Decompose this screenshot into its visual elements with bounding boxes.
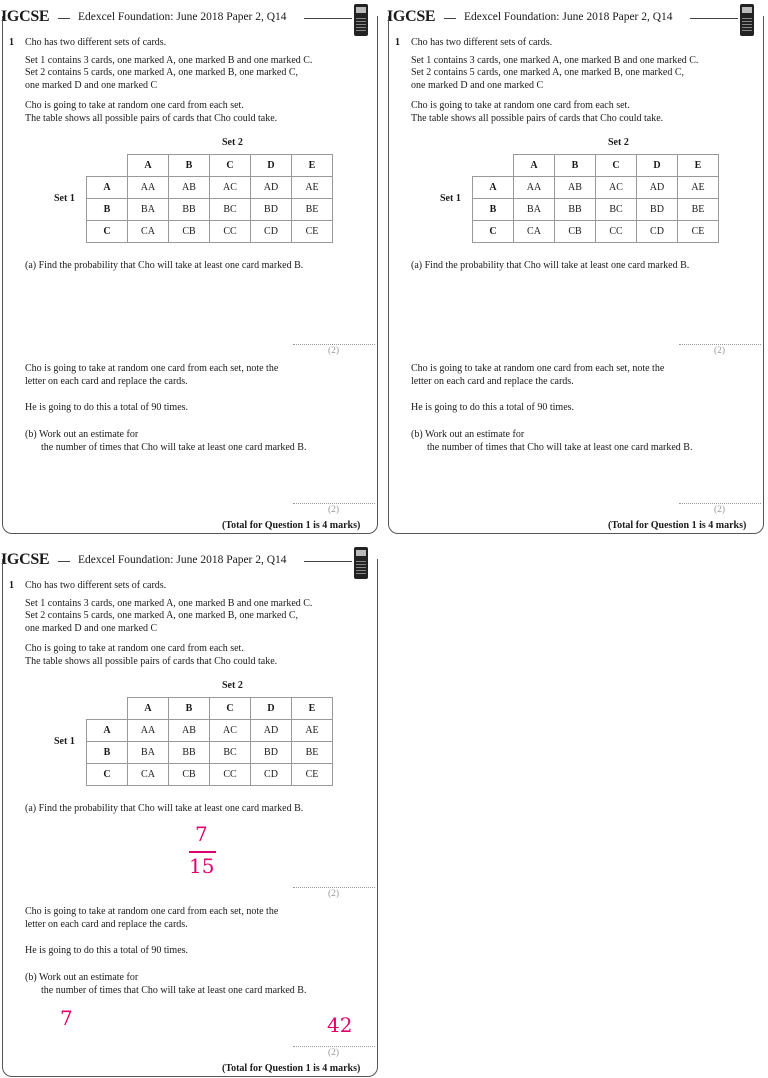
column-header: B [169,155,210,177]
table-cell: AB [169,177,210,199]
table-cell: AB [169,720,210,742]
set1-label: Set 1 [54,193,75,204]
outcome-table [472,154,719,243]
set2-label: Set 2 [222,680,243,691]
table-row [87,221,333,243]
table-cell: CD [637,221,678,243]
paper-subtitle: Edexcel Foundation: June 2018 Paper 2, Q14 [78,554,287,566]
total-marks: (Total for Question 1 is 4 marks) [222,1063,361,1074]
table-cell: CE [292,221,333,243]
random-text: Cho is going to take at random one card from each set. [25,643,244,654]
random-text: Cho is going to take at random one card from each set. [25,100,244,111]
table-cell: CE [678,221,719,243]
table-cell: AD [637,177,678,199]
table-cell: CC [596,221,637,243]
table-cell: BC [210,199,251,221]
row-header: A [87,177,128,199]
table-cell: AC [210,720,251,742]
marks-b: (2) [328,1048,340,1058]
times-text: He is going to do this a total of 90 times. [25,402,189,413]
set2-description: Set 2 contains 5 cards, one marked A, one marked B, one marked C, [25,67,298,78]
table-cell: AE [678,177,719,199]
times-text: He is going to do this a total of 90 times. [411,402,575,413]
part-b-prompt-cont: the number of times that Cho will take at least one card marked B. [41,442,307,453]
table-cell: AD [251,720,292,742]
question-number: 1 [9,37,14,48]
set1-description: Set 1 contains 3 cards, one marked A, one marked B and one marked C. [25,598,313,609]
row-header: A [87,720,128,742]
table-corner [473,155,514,177]
repeat-text-cont: letter on each card and replace the cards. [25,376,188,387]
column-header: B [169,698,210,720]
table-intro: The table shows all possible pairs of cards that Cho could take. [25,113,278,124]
worksheet-panel-blank [0,0,380,535]
table-intro: The table shows all possible pairs of cards that Cho could take. [411,113,664,124]
table-cell: BB [555,199,596,221]
table-row [87,742,333,764]
row-header: C [87,764,128,786]
igcse-brand: IGCSE [1,551,50,568]
paper-subtitle: Edexcel Foundation: June 2018 Paper 2, Q14 [78,11,287,23]
table-cell: AE [292,177,333,199]
answer-line-b [293,1046,375,1047]
table-row [87,764,333,786]
set2-description-cont: one marked D and one marked C [411,80,544,91]
column-header: E [292,155,333,177]
times-text: He is going to do this a total of 90 times. [25,945,189,956]
worksheet-panel-answers [0,543,380,1078]
outcome-table [86,154,333,243]
set2-label: Set 2 [222,137,243,148]
row-header: C [87,221,128,243]
table-intro: The table shows all possible pairs of cards that Cho could take. [25,656,278,667]
column-header: B [555,155,596,177]
intro-text: Cho has two different sets of cards. [411,37,553,48]
question-number: 1 [395,37,400,48]
part-a-prompt: (a) Find the probability that Cho will take at least one card marked B. [411,260,690,271]
answer-line-a [293,887,375,888]
set1-description: Set 1 contains 3 cards, one marked A, one marked B and one marked C. [25,55,313,66]
total-marks: (Total for Question 1 is 4 marks) [222,520,361,531]
answer-a-denominator: 15 [189,854,215,878]
table-cell: BB [169,742,210,764]
marks-b: (2) [328,505,340,515]
paper-subtitle: Edexcel Foundation: June 2018 Paper 2, Q14 [464,11,673,23]
answer-line-a [293,344,375,345]
table-cell: AC [596,177,637,199]
column-header: A [128,698,169,720]
table-cell: BC [210,742,251,764]
table-cell: BA [514,199,555,221]
part-b-prompt: (b) Work out an estimate for [25,972,139,983]
column-header: E [678,155,719,177]
table-row [473,199,719,221]
set2-description: Set 2 contains 5 cards, one marked A, one marked B, one marked C, [411,67,684,78]
igcse-brand: IGCSE [1,8,50,25]
table-row [473,221,719,243]
table-cell: CB [169,221,210,243]
column-header: C [596,155,637,177]
table-cell: BE [678,199,719,221]
table-cell: CB [169,764,210,786]
table-cell: BA [128,742,169,764]
repeat-text: Cho is going to take at random one card from each set, note the [25,906,279,917]
column-header: A [128,155,169,177]
table-cell: CB [555,221,596,243]
table-cell: AE [292,720,333,742]
answer-line-a [679,344,761,345]
table-cell: AD [251,177,292,199]
table-cell: AA [128,177,169,199]
set1-label: Set 1 [440,193,461,204]
table-row [473,177,719,199]
table-corner [87,155,128,177]
question-frame [388,16,764,534]
repeat-text-cont: letter on each card and replace the cards. [25,919,188,930]
table-cell: AC [210,177,251,199]
question-frame [2,16,378,534]
repeat-text: Cho is going to take at random one card from each set, note the [411,363,665,374]
part-b-prompt: (b) Work out an estimate for [411,429,525,440]
table-cell: CA [514,221,555,243]
igcse-brand: IGCSE [387,8,436,25]
table-row [87,177,333,199]
part-b-prompt: (b) Work out an estimate for [25,429,139,440]
column-header: A [514,155,555,177]
table-cell: BD [251,199,292,221]
table-cell: CC [210,764,251,786]
marks-a: (2) [328,889,340,899]
row-header: A [473,177,514,199]
table-cell: BE [292,742,333,764]
repeat-text: Cho is going to take at random one card from each set, note the [25,363,279,374]
part-a-prompt: (a) Find the probability that Cho will take at least one card marked B. [25,803,304,814]
column-header: C [210,698,251,720]
table-cell: CA [128,764,169,786]
table-row [87,199,333,221]
row-header: C [473,221,514,243]
table-cell: CC [210,221,251,243]
set2-description-cont: one marked D and one marked C [25,80,158,91]
set2-description-cont: one marked D and one marked C [25,623,158,634]
table-cell: CD [251,221,292,243]
column-header: E [292,698,333,720]
table-cell: BD [251,742,292,764]
marks-b: (2) [714,505,726,515]
table-cell: CA [128,221,169,243]
random-text: Cho is going to take at random one card from each set. [411,100,630,111]
table-row [87,720,333,742]
column-header: D [251,155,292,177]
table-cell: BE [292,199,333,221]
outcome-table [86,697,333,786]
set1-label: Set 1 [54,736,75,747]
row-header: B [87,199,128,221]
table-cell: BD [637,199,678,221]
table-cell: BB [169,199,210,221]
answer-b-partial-right: 42 [327,1013,353,1037]
part-b-prompt-cont: the number of times that Cho will take at least one card marked B. [41,985,307,996]
intro-text: Cho has two different sets of cards. [25,580,167,591]
part-a-prompt: (a) Find the probability that Cho will take at least one card marked B. [25,260,304,271]
column-header: D [637,155,678,177]
column-header: D [251,698,292,720]
marks-a: (2) [714,346,726,356]
fraction-bar [189,851,216,853]
question-frame [2,559,378,1077]
marks-a: (2) [328,346,340,356]
table-cell: BA [128,199,169,221]
question-number: 1 [9,580,14,591]
table-cell: CE [292,764,333,786]
intro-text: Cho has two different sets of cards. [25,37,167,48]
row-header: B [87,742,128,764]
table-cell: AB [555,177,596,199]
answer-a-numerator: 7 [195,822,208,846]
table-cell: CD [251,764,292,786]
total-marks: (Total for Question 1 is 4 marks) [608,520,747,531]
answer-line-b [679,503,761,504]
set2-description: Set 2 contains 5 cards, one marked A, one marked B, one marked C, [25,610,298,621]
set2-label: Set 2 [608,137,629,148]
answer-b-partial-left: 7 [60,1006,73,1030]
part-b-prompt-cont: the number of times that Cho will take at least one card marked B. [427,442,693,453]
table-corner [87,698,128,720]
worksheet-panel-blank-copy [386,0,766,535]
set1-description: Set 1 contains 3 cards, one marked A, one marked B and one marked C. [411,55,699,66]
answer-line-b [293,503,375,504]
column-header: C [210,155,251,177]
repeat-text-cont: letter on each card and replace the cards. [411,376,574,387]
table-cell: AA [514,177,555,199]
row-header: B [473,199,514,221]
table-cell: BC [596,199,637,221]
table-cell: AA [128,720,169,742]
